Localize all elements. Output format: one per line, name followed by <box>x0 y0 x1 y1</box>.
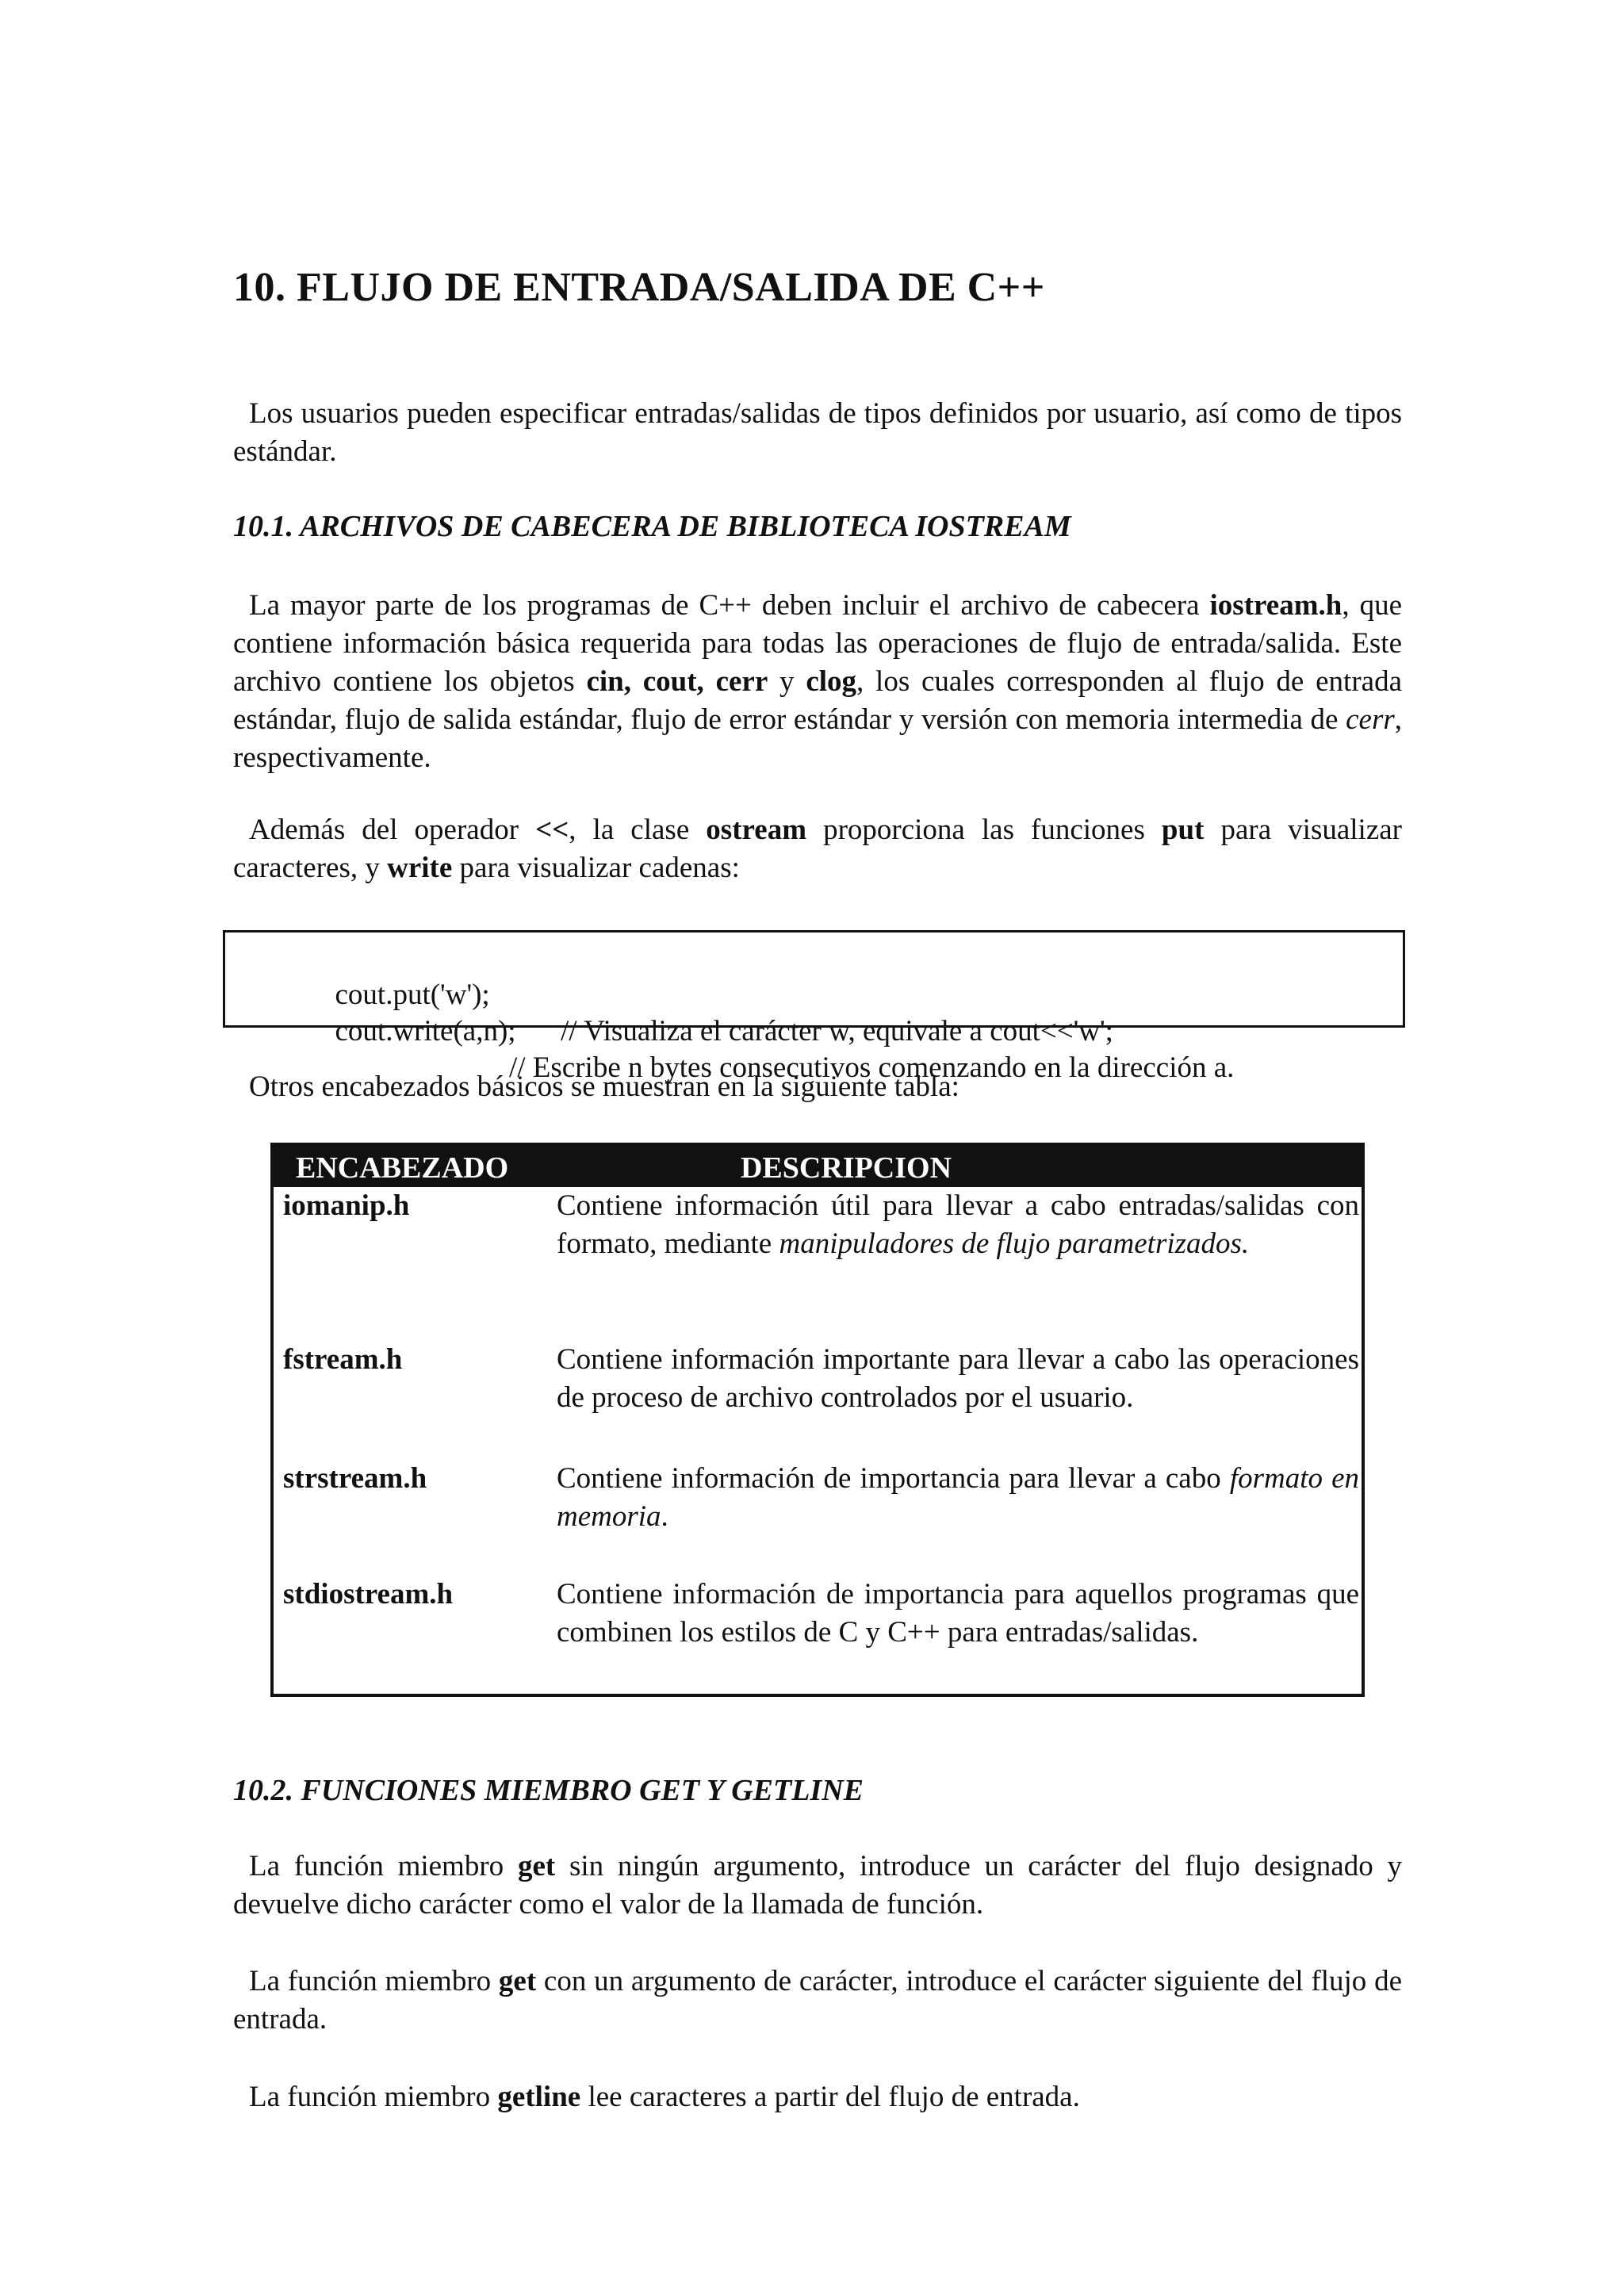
header-file-name: iomanip.h <box>283 1189 410 1222</box>
cerr-term: cerr <box>1346 703 1395 736</box>
header-file-description: Contiene información importante para llevar a cabo las operaciones de proceso de archivo controlados por el usuario. <box>557 1343 1359 1414</box>
ostream-term: ostream <box>706 814 807 846</box>
operator-term: << <box>535 814 569 846</box>
header-file-name: fstream.h <box>283 1343 403 1376</box>
header-file-description: Contiene información útil para llevar a cabo entradas/salidas con formato, mediante manipuladores de flujo parametrizados. <box>557 1189 1359 1260</box>
ostream-paragraph: Además del operador <<, la clase ostream proporciona las funciones put para visualizar caracteres, y write para visualizar cadenas: <box>233 814 1402 884</box>
write-term: write <box>387 852 453 884</box>
header-file-description: Contiene información de importancia para llevar a cabo formato en memoria. <box>557 1462 1359 1533</box>
header-file-name: stdiostream.h <box>283 1578 454 1610</box>
iostream-paragraph: La mayor parte de los programas de C++ deben incluir el archivo de cabecera iostream.h, que contiene información básica requerida para todas las operaciones de flujo de entrada/salida. Este archivo contiene los objetos cin, cout, cerr y clog, los cuales corresponden al flujo de entrada estándar, flujo de salida estándar, flujo de error estándar y versión con memoria intermedia de cerr, respectivamente. <box>233 589 1402 774</box>
headers-table <box>270 1143 1365 1697</box>
table-intro-paragraph: Otros encabezados básicos se muestran en la siguiente tabla: <box>249 1070 959 1103</box>
code-statement: cout.put('w'); <box>335 978 490 1011</box>
header-encabezado: ENCABEZADO <box>296 1151 509 1185</box>
code-example-box <box>223 930 1405 1084</box>
header-file-description: Contiene información de importancia para aquellos programas que combinen los estilos de C y C++ para entradas/salidas. <box>557 1578 1359 1649</box>
code-comment: // Escribe n bytes consecutivos comenzando en la dirección a. <box>509 1051 1235 1084</box>
get-no-arg-paragraph: La función miembro get sin ningún argumento, introduce un carácter del flujo designado y devuelve dicho carácter como el valor de la llamada de función. <box>233 1850 1402 1921</box>
section-title-10-2: 10.2. FUNCIONES MIEMBRO GET Y GETLINE <box>233 1774 864 1807</box>
section-title-10-1: 10.1. ARCHIVOS DE CABECERA DE BIBLIOTECA IOSTREAM <box>233 510 1071 543</box>
code-statement: cout.write(a,n); <box>335 1015 516 1047</box>
get-term: get <box>517 1850 556 1882</box>
getline-paragraph: La función miembro getline lee caracteres a partir del flujo de entrada. <box>249 2081 1080 2113</box>
chapter-title: 10. FLUJO DE ENTRADA/SALIDA DE C++ <box>233 265 1045 310</box>
stream-objects-term: cin, cout, cerr <box>586 665 768 698</box>
get-term: get <box>498 1965 537 1997</box>
get-char-arg-paragraph: La función miembro get con un argumento de carácter, introduce el carácter siguiente del flujo de entrada. <box>233 1965 1402 2035</box>
clog-term: clog <box>806 665 857 698</box>
iostream-h-term: iostream.h <box>1209 589 1342 622</box>
getline-term: getline <box>497 2081 581 2113</box>
put-term: put <box>1161 814 1205 846</box>
table-header-row <box>274 1146 1362 1187</box>
code-comment: // Visualiza el carácter w, equivale a cout<<'w'; <box>561 1015 1113 1047</box>
header-descripcion: DESCRIPCION <box>740 1151 952 1185</box>
intro-paragraph: Los usuarios pueden especificar entradas/salidas de tipos definidos por usuario, así como de tipos estándar. <box>233 397 1402 468</box>
header-file-name: strstream.h <box>283 1462 427 1495</box>
